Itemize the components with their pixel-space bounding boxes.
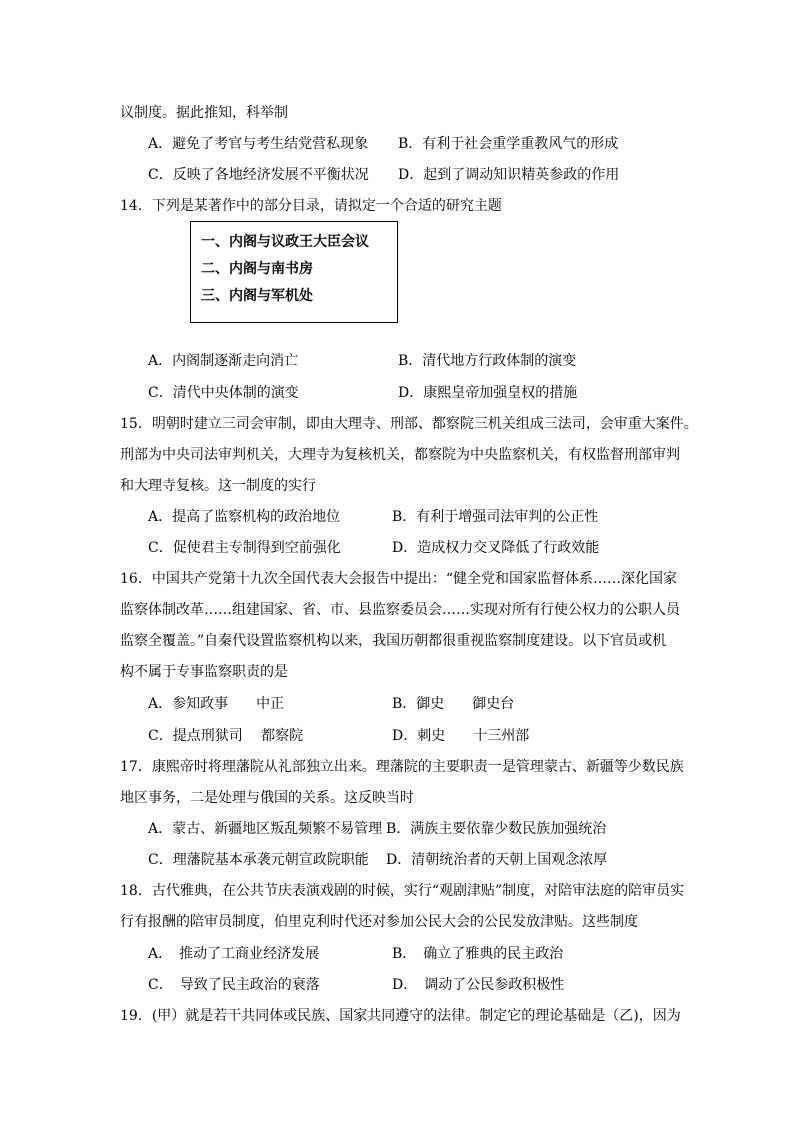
q13-stem-tail: 议制度。据此推知，科举制 (120, 105, 288, 121)
q14-stem: 14．下列是某著作中的部分目录，请拟定一个合适的研究主题 (120, 198, 502, 214)
q14-option-c: C．清代中央体制的演变 (148, 385, 299, 401)
q13-option-d: D．起到了调动知识精英参政的作用 (398, 167, 620, 183)
q15-option-c: C．促使君主专制得到空前强化 (148, 540, 341, 556)
q15-option-d: D．造成权力交叉降低了行政效能 (392, 540, 600, 556)
q13-option-c: C．反映了各地经济发展不平衡状况 (148, 167, 369, 183)
q14-toc-item-3: 三、内阁与军机处 (201, 288, 313, 304)
q16-stem-line-4: 构不属于专事监察职责的是 (120, 664, 288, 680)
q18-option-b: B． 确立了雅典的民主政治 (392, 946, 564, 962)
q16-stem-line-2: 监察体制改革……组建国家、省、市、县监察委员会……实现对所有行使公权力的公职人员 (120, 602, 680, 618)
q18-stem-line-1: 18．古代雅典，在公共节庆表演戏剧的时候，实行“观剧津贴”制度，对陪审法庭的陪审员实 (120, 883, 685, 899)
q15-option-b: B．有利于增强司法审判的公正性 (392, 509, 599, 525)
q15-option-a: A．提高了监察机构的政治地位 (148, 509, 341, 525)
q16-option-d: D．刺史 十三州部 (392, 728, 530, 744)
q17-option-d: D．清朝统治者的天朝上国观念浓厚 (386, 852, 608, 868)
q17-stem-line-1: 17．康熙帝时将理藩院从礼部独立出来。理藩院的主要职责一是管理蒙古、新疆等少数民族 (120, 759, 684, 775)
q13-option-a: A．避免了考官与考生结党营私现象 (148, 136, 369, 152)
q19-stem: 19．(甲）就是若干共同体或民族、国家共同遵守的法律。制定它的理论基础是（乙)，因为 (120, 1008, 681, 1024)
q15-stem-line-2: 刑部为中央司法审判机关，大理寺为复核机关，都察院为中央监察机关，有权监督刑部审判 (120, 447, 680, 463)
q18-option-d: D． 调动了公民参政积极性 (392, 977, 565, 993)
q14-option-a: A．内阁制逐渐走向消亡 (148, 353, 299, 369)
q16-option-c: C．提点刑狱司 都察院 (148, 728, 304, 744)
q14-table-of-contents (190, 221, 398, 323)
q14-option-d: D．康熙皇帝加强皇权的措施 (398, 385, 578, 401)
q14-option-b: B．清代地方行政体制的演变 (398, 353, 577, 369)
q17-option-c: C．理藩院基本承袭元朝宣政院职能 (148, 852, 369, 868)
q16-option-a: A．参知政事 中正 (148, 696, 285, 712)
q18-option-a: A． 推动了工商业经济发展 (148, 946, 320, 962)
q18-stem-line-2: 行有报酬的陪审员制度，伯里克利时代还对参加公民大会的公民发放津贴。这些制度 (120, 914, 638, 930)
q13-option-b: B．有利于社会重学重教风气的形成 (398, 136, 619, 152)
q16-stem-line-1: 16．中国共产党第十九次全国代表大会报告中提出：“健全党和国家监督体系……深化国家 (120, 571, 677, 587)
q14-toc-item-1: 一、内阁与议政王大臣会议 (201, 234, 369, 250)
q15-stem-line-3: 和大理寺复核。这一制度的实行 (120, 478, 316, 494)
q15-stem-line-1: 15．明朝时建立三司会审制，即由大理寺、刑部、都察院三机关组成三法司，会审重大案件。 (120, 416, 698, 432)
q16-option-b: B．御史 御史台 (392, 696, 515, 712)
q17-stem-line-2: 地区事务，二是处理与俄国的关系。这反映当时 (120, 790, 414, 806)
q17-option-b: B．满族主要依靠少数民族加强统治 (386, 821, 607, 837)
q17-option-a: A．蒙古、新疆地区叛乱频繁不易管理 (148, 821, 383, 837)
q18-option-c: C． 导致了民主政治的衰落 (148, 977, 320, 993)
q16-stem-line-3: 监察全覆盖。”自秦代设置监察机构以来，我国历朝都很重视监察制度建设。以下官员或机 (120, 633, 667, 649)
q14-toc-item-2: 二、内阁与南书房 (201, 261, 313, 277)
